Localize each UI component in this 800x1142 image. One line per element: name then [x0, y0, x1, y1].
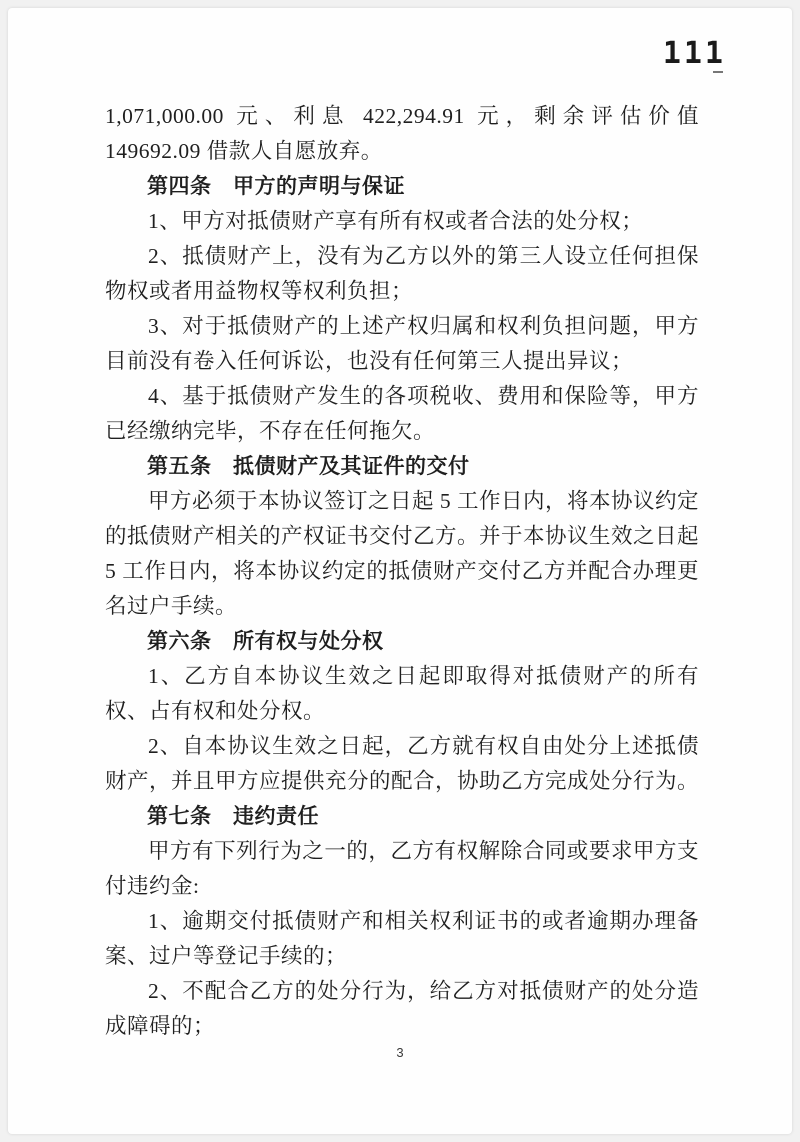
body-paragraph: 甲方有下列行为之一的，乙方有权解除合同或要求甲方支付违约金:: [105, 839, 699, 898]
body-paragraph: 甲方必须于本协议签订之日起 5 工作日内，将本协议约定的抵债财产相关的产权证书交付乙方。并于本协议生效之日起 5 工作日内，将本协议约定的抵债财产交付乙方并配合办理更名过户手续。: [105, 489, 700, 618]
body-paragraph: 2、抵债财产上，没有为乙方以外的第三人设立任何担保物权或者用益物权等权利负担；: [105, 244, 699, 303]
body-paragraph: 4、基于抵债财产发生的各项税收、费用和保险等，甲方已经缴纳完毕，不存在任何拖欠。: [105, 384, 699, 443]
section-heading: 第四条 甲方的声明与保证: [147, 175, 405, 198]
contract-body: [105, 99, 699, 1044]
body-paragraph: 3、对于抵债财产的上述产权归属和权利负担问题，甲方目前没有卷入任何诉讼，也没有任何第三人提出异议；: [105, 314, 699, 373]
section-heading: 第七条 违约责任: [147, 805, 319, 828]
body-paragraph: 1、甲方对抵债财产享有所有权或者合法的处分权；: [148, 209, 644, 233]
body-paragraph: 2、不配合乙方的处分行为，给乙方对抵债财产的处分造成障碍的；: [105, 979, 699, 1038]
section-heading: 第六条 所有权与处分权: [147, 630, 384, 653]
page-footer-number: 3: [396, 1045, 404, 1060]
section-heading: 第五条 抵债财产及其证件的交付: [147, 455, 470, 478]
page-stamp-number: 111: [662, 36, 726, 71]
document-page: [8, 8, 792, 1134]
body-paragraph: 1、乙方自本协议生效之日起即取得对抵债财产的所有权、占有权和处分权。: [105, 664, 699, 723]
body-paragraph: 2、自本协议生效之日起，乙方就有权自由处分上述抵债财产，并且甲方应提供充分的配合，协助乙方完成处分行为。: [105, 734, 700, 793]
body-paragraph: 1,071,000.00 元、利息 422,294.91 元，剩余评估价值 149692.09 借款人自愿放弃。: [105, 104, 699, 163]
body-paragraph: 1、逾期交付抵债财产和相关权利证书的或者逾期办理备案、过户等登记手续的；: [105, 909, 699, 968]
